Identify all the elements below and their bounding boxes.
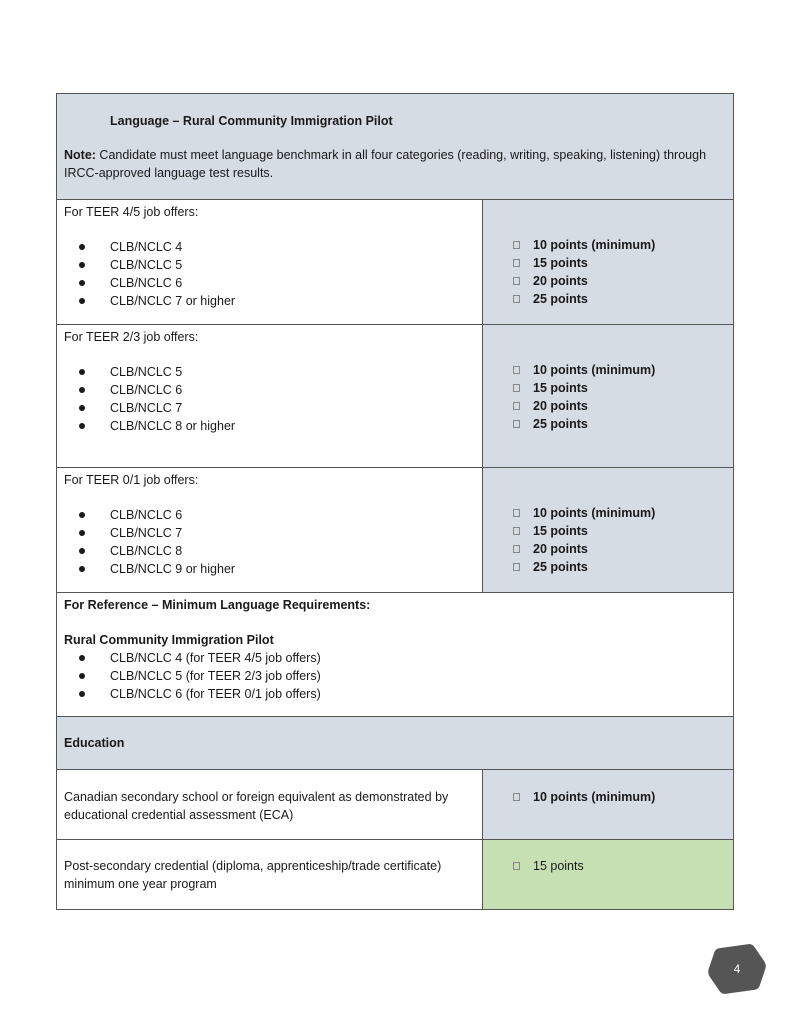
list-item: CLB/NCLC 6: [79, 274, 475, 292]
points-options: [483, 840, 733, 909]
clb-level-list: [64, 363, 475, 435]
checkbox-icon[interactable]: [513, 241, 520, 249]
page-number-badge: [708, 944, 766, 994]
checkbox-icon[interactable]: [513, 545, 520, 553]
points-options: [483, 770, 733, 839]
education-row: [57, 769, 733, 839]
reference-list: [64, 649, 726, 703]
points-option[interactable]: 10 points (minimum): [513, 361, 733, 379]
education-row: [57, 839, 733, 909]
teer-2-3-row: [57, 324, 733, 467]
points-option[interactable]: 15 points: [513, 522, 733, 540]
teer-4-5-row: [57, 199, 733, 324]
bullet-icon: [79, 512, 85, 518]
list-item: CLB/NCLC 4: [79, 238, 475, 256]
checkbox-icon[interactable]: [513, 527, 520, 535]
checkbox-icon[interactable]: [513, 563, 520, 571]
checkbox-icon[interactable]: [513, 259, 520, 267]
bullet-icon: [79, 405, 85, 411]
checkbox-icon[interactable]: [513, 277, 520, 285]
language-section-title: Language – Rural Community Immigration Pilot: [110, 114, 393, 128]
reference-subheading: Rural Community Immigration Pilot: [64, 633, 274, 647]
bullet-icon: [79, 423, 85, 429]
clb-level-list: [64, 506, 475, 578]
list-item: CLB/NCLC 5: [79, 256, 475, 274]
points-option[interactable]: 10 points (minimum): [513, 788, 733, 806]
bullet-icon: [79, 655, 85, 661]
list-item: CLB/NCLC 4 (for TEER 4/5 job offers): [79, 649, 726, 667]
points-option[interactable]: 20 points: [513, 540, 733, 558]
bullet-icon: [79, 691, 85, 697]
list-item: CLB/NCLC 7: [79, 399, 475, 417]
checkbox-icon[interactable]: [513, 509, 520, 517]
points-option[interactable]: 25 points: [513, 290, 733, 308]
list-item: CLB/NCLC 6 (for TEER 0/1 job offers): [79, 685, 726, 703]
note-text: Candidate must meet language benchmark in all four categories (reading, writing, speaking, listening) through IRCC-approved language test results.: [64, 148, 707, 180]
teer-0-1-row: [57, 467, 733, 592]
bullet-icon: [79, 530, 85, 536]
checkbox-icon[interactable]: [513, 295, 520, 303]
scoring-table: [56, 93, 734, 910]
points-option[interactable]: 15 points: [513, 254, 733, 272]
list-item: CLB/NCLC 7: [79, 524, 475, 542]
note-label: Note:: [64, 148, 96, 162]
checkbox-icon[interactable]: [513, 384, 520, 392]
list-item: CLB/NCLC 8 or higher: [79, 417, 475, 435]
checkbox-icon[interactable]: [513, 402, 520, 410]
list-item: CLB/NCLC 6: [79, 506, 475, 524]
points-option[interactable]: 10 points (minimum): [513, 236, 733, 254]
points-option[interactable]: 20 points: [513, 397, 733, 415]
education-section-title: Education: [64, 736, 125, 750]
points-option[interactable]: 25 points: [513, 558, 733, 576]
reference-row: [57, 592, 733, 716]
bullet-icon: [79, 280, 85, 286]
bullet-icon: [79, 548, 85, 554]
clb-level-list: [64, 238, 475, 310]
points-options: [483, 468, 733, 592]
points-option[interactable]: 10 points (minimum): [513, 504, 733, 522]
checkbox-icon[interactable]: [513, 366, 520, 374]
list-item: CLB/NCLC 7 or higher: [79, 292, 475, 310]
bullet-icon: [79, 369, 85, 375]
bullet-icon: [79, 244, 85, 250]
list-item: CLB/NCLC 5: [79, 363, 475, 381]
language-header-row: [57, 94, 733, 199]
page-number: 4: [733, 962, 741, 976]
reference-heading: For Reference – Minimum Language Requirements:: [64, 598, 371, 612]
list-item: CLB/NCLC 8: [79, 542, 475, 560]
points-option[interactable]: 25 points: [513, 415, 733, 433]
points-options: [483, 200, 733, 324]
bullet-icon: [79, 673, 85, 679]
teer-group-heading: For TEER 0/1 job offers:: [64, 473, 199, 487]
list-item: CLB/NCLC 6: [79, 381, 475, 399]
education-criterion: Canadian secondary school or foreign equivalent as demonstrated by educational credential assessment (ECA): [64, 790, 449, 822]
list-item: CLB/NCLC 5 (for TEER 2/3 job offers): [79, 667, 726, 685]
bullet-icon: [79, 387, 85, 393]
education-header-row: [57, 716, 733, 769]
checkbox-icon[interactable]: [513, 793, 520, 801]
teer-group-heading: For TEER 2/3 job offers:: [64, 330, 199, 344]
points-option[interactable]: 20 points: [513, 272, 733, 290]
points-option[interactable]: 15 points: [513, 857, 733, 875]
bullet-icon: [79, 262, 85, 268]
education-criterion: Post-secondary credential (diploma, apprenticeship/trade certificate) minimum one year program: [64, 859, 442, 891]
bullet-icon: [79, 298, 85, 304]
points-option[interactable]: 15 points: [513, 379, 733, 397]
checkbox-icon[interactable]: [513, 420, 520, 428]
checkbox-icon[interactable]: [513, 862, 520, 870]
teer-group-heading: For TEER 4/5 job offers:: [64, 205, 199, 219]
language-note: [64, 146, 726, 182]
list-item: CLB/NCLC 9 or higher: [79, 560, 475, 578]
points-options: [483, 325, 733, 467]
bullet-icon: [79, 566, 85, 572]
